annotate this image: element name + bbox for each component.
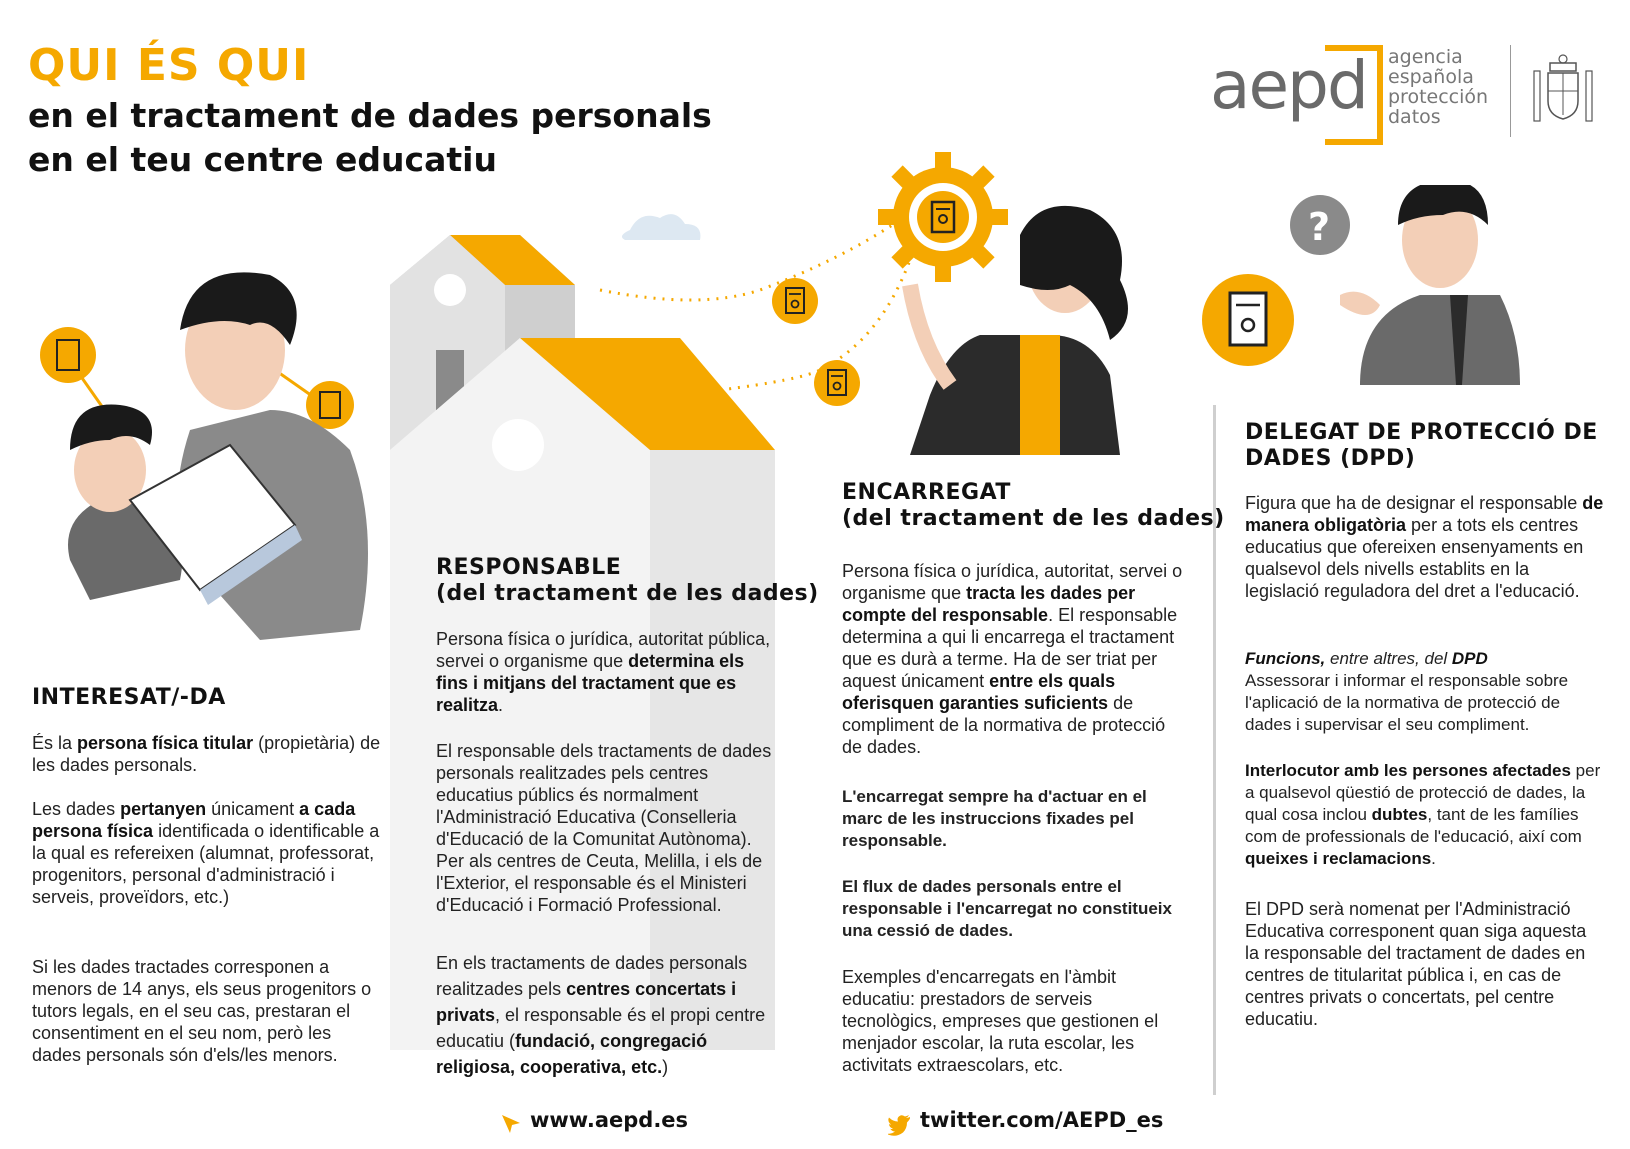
encarregat-paragraph-2: L'encarregat sempre ha d'actuar en el marc de les instruccions fixades pel responsable. xyxy=(842,787,1147,850)
encarregat-heading-line2: (del tractament de les dades) xyxy=(842,506,1225,531)
logo-bracket xyxy=(1325,45,1383,145)
question-icon: ? xyxy=(1308,205,1331,249)
dpd-paragraph-3: El DPD serà nomenat per l'Administració Educativa corresponent quan siga aquesta la responsable del tractament de dades en centres de titularitat pública i, en cas de centres privats o concertats, pel centre educatiu. xyxy=(1245,899,1587,1029)
logo-agency-name xyxy=(1388,47,1488,127)
processor-woman-illustration xyxy=(900,205,1140,455)
responsable-paragraph-2: El responsable dels tractaments de dades personals realitzades pels centres educatius públics és normalment l'Administració Educativa (Conselleria d'Educació de la Comunitat Autònoma). Per als centres de Ceuta, Melilla, i els de l'Exterior, el responsable és el Ministeri d'Educació i Formació Professional. xyxy=(436,741,772,915)
interesat-paragraph-2: Les dades pertanyen únicament a cada persona física identificada o identificable a la qual es refereixen (alumnat, professorat, progenitors, personal d'administració i serveis, proveïdors, etc.) xyxy=(32,799,380,907)
logo-line2: española xyxy=(1388,66,1474,88)
interesat-paragraph-3: Si les dades tractades corresponen a menors de 14 anys, els seus progenitors o tutors legals, en el seu cas, prestaran el consentiment en el seu nom, però les dades personals són d'els/les menors. xyxy=(32,957,372,1065)
page-subtitle-line1: en el tractament de dades personals xyxy=(28,96,712,135)
aepd-logo[interactable] xyxy=(1210,45,1610,145)
document-icon xyxy=(770,276,820,326)
logo-separator xyxy=(1510,45,1511,137)
encarregat-paragraph-3: El flux de dades personals entre el responsable i l'encarregat no constitueix una cessió de dades. xyxy=(842,877,1172,940)
dpo-man-illustration xyxy=(1200,185,1520,385)
twitter-bird-icon xyxy=(888,1114,912,1136)
parent-child-illustration xyxy=(30,250,400,670)
page-title: QUI ÉS QUI xyxy=(28,40,310,91)
responsable-paragraph-1: Persona física o jurídica, autoritat pública, servei o organisme que determina els fins i mitjans del tractament que es realitza. xyxy=(436,629,771,715)
encarregat-paragraph-4: Exemples d'encarregats en l'àmbit educatiu: prestadors de serveis tecnològics, empreses que gestionen el menjador escolar, la ruta escolar, les activitats extraescolars, etc. xyxy=(842,967,1159,1075)
interesat-heading: INTERESAT/-DA xyxy=(32,685,226,710)
logo-line1: agencia xyxy=(1388,46,1463,68)
twitter-link[interactable]: twitter.com/AEPD_es xyxy=(920,1108,1164,1132)
dpd-heading xyxy=(1245,420,1598,472)
coat-of-arms-icon xyxy=(1528,53,1598,133)
dpd-heading-line2: DADES (DPD) xyxy=(1245,446,1416,471)
responsable-heading-line1: RESPONSABLE xyxy=(436,555,622,580)
dpd-heading-line1: DELEGAT DE PROTECCIÓ DE xyxy=(1245,420,1598,445)
responsable-paragraph-3: En els tractaments de dades personals realitzades pels centres concertats i privats, el responsable és el propi centre educatiu (fundació, congregació religiosa, cooperativa, etc.) xyxy=(436,953,766,1077)
encarregat-paragraph-1: Persona física o jurídica, autoritat, servei o organisme que tracta les dades per compte del responsable. El responsable determina a qui li encarrega el tractament que es durà a terme. Ha de ser triat per aquest únicament entre els quals oferisquen garanties suficients de compliment de la normativa de protecció de dades. xyxy=(842,561,1183,757)
responsable-heading-line2: (del tractament de les dades) xyxy=(436,581,819,606)
interesat-paragraph-1: És la persona física titular (propietària) de les dades personals. xyxy=(32,733,381,775)
encarregat-heading-line1: ENCARREGAT xyxy=(842,480,1011,505)
document-icon xyxy=(812,358,862,408)
website-link[interactable]: www.aepd.es xyxy=(530,1108,689,1132)
dpd-functions-title: Funcions, entre altres, del DPD xyxy=(1245,649,1488,668)
logo-line3: protección xyxy=(1388,86,1489,108)
encarregat-heading xyxy=(842,480,1225,532)
logo-wordmark: aepd xyxy=(1210,47,1367,124)
dpd-paragraph-1: Figura que ha de designar el responsable de manera obligatòria per a tots els centres educatius que ofereixen ensenyaments en qualsevol dels nivells establits en la legislació reguladora del dret a l'educació. xyxy=(1245,493,1604,601)
responsable-heading xyxy=(436,555,819,607)
dpd-function-2: Interlocutor amb les persones afectades per a qualsevol qüestió de protecció de dades, la qual cosa inclou dubtes, tant de les famílies com de professionals de l'educació, així com queixes i reclamacions. xyxy=(1245,761,1601,868)
page-subtitle-line2: en el teu centre educatiu xyxy=(28,140,497,179)
cursor-icon xyxy=(500,1113,524,1137)
logo-line4: datos xyxy=(1388,106,1441,128)
dpd-function-1: Assessorar i informar el responsable sobre l'aplicació de la normativa de protecció de dades i supervisar el seu compliment. xyxy=(1245,671,1569,734)
